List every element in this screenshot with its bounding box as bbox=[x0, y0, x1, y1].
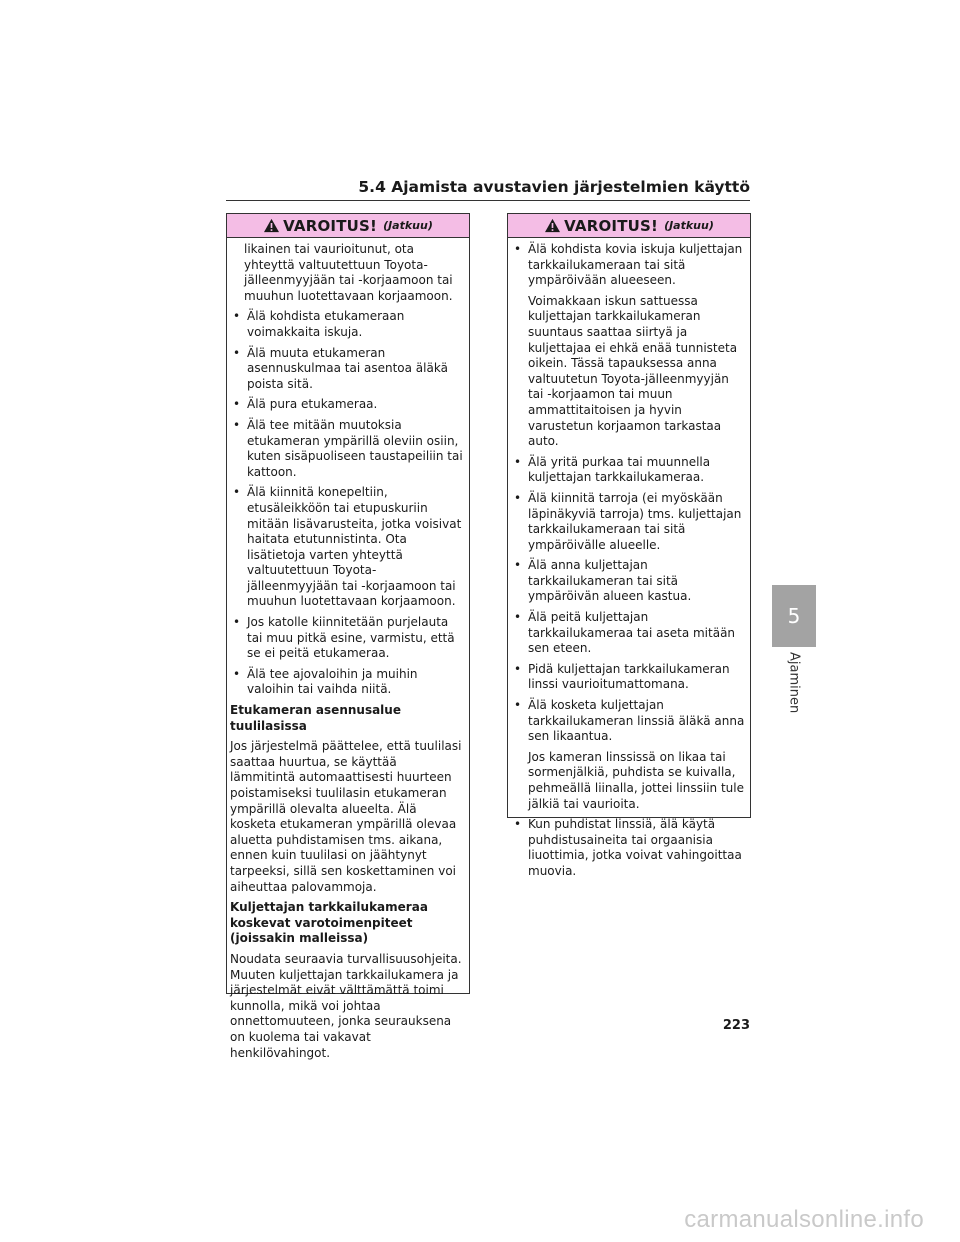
list-item: • Älä kiinnitä tarroja (ei myöskään läpinäkyviä tarroja) tms. kuljettajan tarkkailukameraan tai sitä ympäröivälle alueelle. bbox=[511, 491, 746, 553]
paragraph: Jos järjestelmä päättelee, että tuulilasi saattaa huurtua, se käyttää lämmitintä automaattisesti huurteen poistamiseksi tuulilasin etukameran ympärillä olevalta alueelta. Älä kosketa etukameran ympärillä olevaa aluetta puhdistamisen tms. aikana, ennen kuin tuulilasi on jäähtynyt tarpeeksi, sillä sen koskettaminen voi aiheuttaa palovammoja. bbox=[230, 739, 462, 894]
list-item-continuation: Jos kameran linssissä on likaa tai sormenjälkiä, puhdista se kuivalla, pehmeällä liinalla, jottei linssiin tule jälkiä tai vaurioita. bbox=[528, 749, 744, 811]
chapter-label: Ajaminen bbox=[786, 652, 802, 714]
list-item: • Älä kosketa kuljettajan tarkkailukameran linssiä äläkä anna sen likaantua. bbox=[511, 698, 746, 745]
list-item-continuation: Voimakkaan iskun sattuessa kuljettajan tarkkailukameran suuntaus saattaa siirtyä ja kuljettajaa ei ehkä enää tunnisteta oikein. Tässä tapauksessa anna valtuutetun Toyota-jälleenmyyjän tai -korjaamon tai muun ammattitaitoisen ja hyvin varustetun korjaamon tarkastaa auto. bbox=[528, 293, 738, 449]
subheading: Etukameran asennusalue tuulilasissa bbox=[230, 703, 401, 733]
list-item: • Älä pura etukameraa. bbox=[230, 397, 465, 413]
warning-triangle-icon bbox=[263, 218, 280, 233]
warning-continued: (Jatkuu) bbox=[383, 219, 433, 232]
chapter-tab bbox=[772, 585, 816, 647]
list-item: • Älä kohdista kovia iskuja kuljettajan tarkkailukameraan tai sitä ympäröivään alueeseen. bbox=[511, 242, 746, 289]
list-item: • Pidä kuljettajan tarkkailukameran linssi vaurioitumattomana. bbox=[511, 662, 746, 693]
list-item: • Älä tee mitään muutoksia etukameran ympärillä oleviin osiin, kuten sisäpuoliseen taustapeiliin tai kattoon. bbox=[230, 418, 465, 480]
warning-box-right bbox=[507, 213, 751, 878]
list-item: • Kun puhdistat linssiä, älä käytä puhdistusaineita tai orgaanisia liuottimia, jotka voivat vahingoittaa muovia. bbox=[511, 817, 746, 879]
chapter-label-container bbox=[772, 652, 816, 722]
subheading: Kuljettajan tarkkailukameraa koskevat varotoimenpiteet (joissakin malleissa) bbox=[230, 900, 428, 946]
list-item: • Älä anna kuljettajan tarkkailukameran tai sitä ympäröivän alueen kastua. bbox=[511, 558, 746, 605]
list-item: • Älä yritä purkaa tai muunnella kuljettajan tarkkailukameraa. bbox=[511, 455, 746, 486]
list-item: • Jos katolle kiinnitetään purjelauta tai muu pitkä esine, varmistu, että se ei peitä etukameraa. bbox=[230, 615, 465, 662]
section-title: 5.4 Ajamista avustavien järjestelmien käyttö bbox=[358, 178, 750, 196]
warning-header bbox=[227, 214, 469, 238]
warning-header bbox=[508, 214, 750, 238]
paragraph: Noudata seuraavia turvallisuusohjeita. Muuten kuljettajan tarkkailukamera ja järjestelmät eivät välttämättä toimi kunnolla, mikä voi johtaa onnettomuuteen, jonka seurauksena on kuolema tai vakavat henkilövahingot. bbox=[230, 951, 462, 1060]
warning-title: VAROITUS! bbox=[564, 216, 659, 235]
list-item: • Älä kohdista etukameraan voimakkaita iskuja. bbox=[230, 309, 465, 340]
list-item: • Älä muuta etukameran asennuskulmaa tai asentoa äläkä poista sitä. bbox=[230, 346, 465, 393]
warning-body bbox=[227, 238, 469, 1061]
warning-body bbox=[508, 238, 750, 880]
warning-triangle-icon bbox=[544, 218, 561, 233]
list-item: • Älä tee ajovaloihin ja muihin valoihin tai vaihda niitä. bbox=[230, 667, 465, 698]
chapter-number: 5 bbox=[787, 604, 801, 628]
page-number: 223 bbox=[722, 1018, 750, 1033]
watermark: carmanualsonline.info bbox=[684, 1206, 924, 1233]
warning-title: VAROITUS! bbox=[283, 216, 378, 235]
warning-intro: likainen tai vaurioitunut, ota yhteyttä valtuutettuun Toyota-jälleenmyyjään tai -korjaamoon tai muuhun luotettavaan korjaamoon. bbox=[244, 242, 453, 303]
warning-continued: (Jatkuu) bbox=[664, 219, 714, 232]
warning-box-left bbox=[226, 213, 470, 1060]
list-item: • Älä kiinnitä konepeltiin, etusäleikköön tai etupuskuriin mitään lisävarusteita, jotka voisivat haitata etutunnistinta. Ota lisätietoja varten yhteyttä valtuutettuun Toyota-jälleenmyyjään tai -korjaamoon tai muuhun luotettavaan korjaamoon. bbox=[230, 485, 465, 610]
list-item: • Älä peitä kuljettajan tarkkailukameraa tai aseta mitään sen eteen. bbox=[511, 610, 746, 657]
header-rule bbox=[226, 200, 750, 201]
